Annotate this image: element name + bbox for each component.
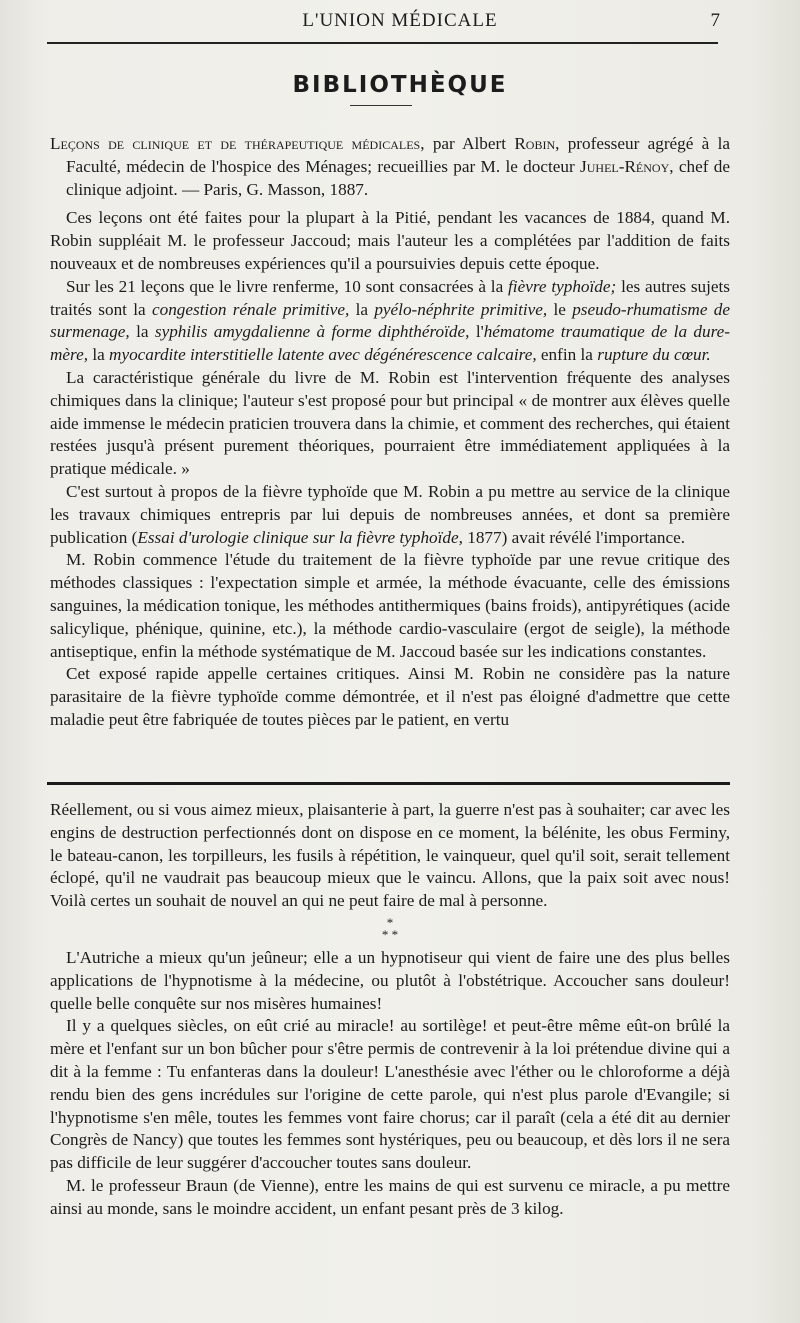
book-title: Leçons de clinique et de thérapeutique médicales: [50, 134, 421, 153]
asterism: * * *: [381, 914, 399, 942]
paragraph: M. le professeur Braun (de Vienne), entre les mains de qui est survenu ce miracle, a pu mettre ainsi au monde, sans le moindre accident, un enfant pesant près de 3 kilog.: [50, 1175, 730, 1218]
paragraph: La caractéristique générale du livre de M. Robin est l'intervention fréquente des analyses chimiques dans la clinique; l'auteur s'est proposé pour but principal « de montrer aux élèves quelle aide immense le médecin praticien trouvera dans la chimie, et comment des recherches, qui étaient restées jusqu'à présent purement théoriques, pourraient être immédiatement appliquées à la pratique médicale. »: [50, 367, 730, 479]
review-column: [50, 133, 730, 732]
feuilleton-divider: [47, 782, 730, 785]
paragraph: Sur les 21 leçons que le livre renferme, 10 sont consacrées à la fièvre typhoïde; les autres sujets traités sont la congestion rénale primitive, la pyélo-néphrite primitive, le pseudo-rhumatisme de surmenage, la syphilis amygdalienne à forme diphthéroïde, l'hématome traumatique de la dure-mère, la myocardite interstitielle latente avec dégénérescence calcaire, enfin la rupture du cœur.: [50, 276, 731, 365]
feuilleton-column: [50, 799, 730, 1221]
paragraph: Réellement, ou si vous aimez mieux, plaisanterie à part, la guerre n'est pas à souhaiter; car avec les engins de destruction perfectionnés dont on dispose en ce moment, la bélénite, les obus Ferminy, le bateau-canon, les torpilleurs, les fusils à répétition, le vainqueur, quel qu'il soit, serait tellement éclopé, qu'il ne vaudrait pas beaucoup mieux que le vaincu. Allons, que la paix soit avec nous! Voilà certes un souhait de nouvel an qui ne peut faire de mal à personne.: [50, 800, 730, 911]
paragraph: Ces leçons ont été faites pour la plupart à la Pitié, pendant les vacances de 1884, quand M. Robin suppléait M. le professeur Jaccoud; mais l'auteur les a complétées par l'addition de faits nouveaux et de nombreuses expériences qu'il a poursuivies depuis cette époque.: [50, 208, 730, 273]
paragraph: M. Robin commence l'étude du traitement de la fièvre typhoïde par une revue critique des méthodes classiques : l'expectation simple et armée, la méthode évacuante, celle des émissions sanguines, la médication tonique, les méthodes antithermiques (bains froids), antipyrétiques (acide salicylique, phénique, quinine, etc.), la méthode cardio-vasculaire (ergot de seigle), la méthode antiseptique, enfin la méthode systématique de M. Jaccoud basée sur les indications constantes.: [50, 550, 730, 661]
book-reference: Leçons de clinique et de thérapeutique médicales, par Albert Robin, professeur agrégé à la Faculté, médecin de l'hospice des Ménages; recueillies par M. le docteur Juhel-Rénoy, chef de clinique adjoint. — Paris, G. Masson, 1887.: [50, 134, 731, 199]
header-rule: [47, 42, 718, 44]
page-number: 7: [710, 10, 720, 31]
author-name: Robin: [514, 134, 556, 153]
paragraph: C'est surtout à propos de la fièvre typhoïde que M. Robin a pu mettre au service de la clinique les travaux chimiques entrepris par lui depuis de nombreuses années, et dont sa première publication (Essai d'urologie clinique sur la fièvre typhoïde, 1877) avait révélé l'importance.: [50, 481, 730, 547]
paragraph: Il y a quelques siècles, on eût crié au miracle! au sortilège! et peut-être même eût-on brûlé la mère et l'enfant sur un bon bûcher pour s'être permis de contrevenir à la loi prétendue divine qui a dit à la femme : Tu enfanteras dans la douleur! L'anesthésie avec l'éther ou le chloroforme a déjà rendu bien des gens incrédules sur l'origine de cette parole, qui n'est plus parole d'Evangile; si l'hypnotisme s'en mêle, toutes les femmes vont faire chorus; car il paraît (cela a été dit au dernier Congrès de Nancy) que toutes les femmes sont hystériques, peu ou beaucoup, et dès lors il ne sera pas difficile de leur suggérer d'accoucher toutes sans douleur.: [50, 1016, 730, 1173]
section-rule: [350, 105, 412, 106]
journal-title: L'UNION MÉDICALE: [302, 10, 498, 31]
running-header: [40, 10, 760, 40]
section-title: BIBLIOTHÈQUE: [292, 72, 508, 98]
paragraph: Cet exposé rapide appelle certaines critiques. Ainsi M. Robin ne considère pas la nature parasitaire de la fièvre typhoïde comme démontrée, et il n'est pas éloigné d'admettre que cette maladie peut être fabriquée de toutes pièces par le patient, en vertu: [50, 664, 730, 729]
collector-name: Juhel-Rénoy: [580, 156, 670, 176]
paragraph: L'Autriche a mieux qu'un jeûneur; elle a un hypnotiseur qui vient de faire une des plus belles applications de l'hypnotisme à la médecine, ou plutôt à l'obstétrique. Accoucher sans douleur! quelle belle conquête sur nos misères humaines!: [50, 947, 730, 1013]
